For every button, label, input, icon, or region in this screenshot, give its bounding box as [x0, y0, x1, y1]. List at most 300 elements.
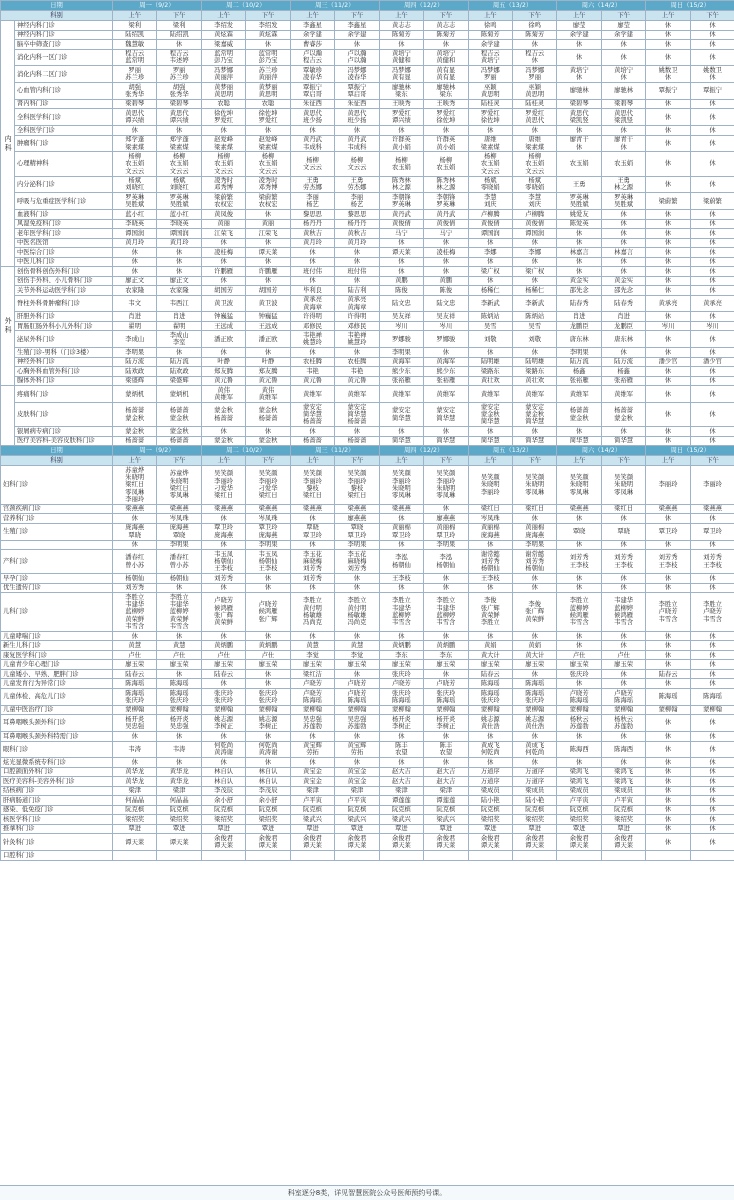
doctor-cell: 黎思思: [335, 210, 379, 220]
doctor-cell: 江荣飞: [246, 229, 290, 239]
department-name: 内分泌科门诊: [15, 176, 113, 193]
department-name: 儿童青少年心理门诊: [1, 660, 113, 670]
doctor-cell: 张庆玲 陈海瑶: [424, 688, 468, 705]
doctor-cell: 唐维 梁素煤: [468, 135, 512, 152]
department-name: 优生遗传门诊: [1, 583, 113, 593]
doctor-cell: [601, 851, 645, 861]
doctor-cell: 黄成飞 何乾尚: [513, 741, 557, 758]
pm-header: 下午: [424, 11, 468, 21]
doctor-cell: 卢晓芳 陈海瑶: [601, 688, 645, 705]
doctor-cell: 杨柳 农玉娟: [424, 152, 468, 176]
schedule-row: [1, 276, 734, 286]
doctor-cell: 阮克槟: [246, 805, 290, 815]
doctor-cell: 农聪: [246, 99, 290, 109]
doctor-cell: 梁碧琴: [601, 99, 645, 109]
doctor-cell: 休: [424, 126, 468, 136]
doctor-cell: 卢仕: [601, 650, 645, 660]
doctor-cell: 黄承亮: [690, 295, 734, 312]
schedule-row: [1, 851, 734, 861]
doctor-cell: 休: [601, 669, 645, 679]
day-header: 周三（11/2）: [290, 1, 379, 11]
doctor-cell: 郑学蓬 梁素煤: [157, 135, 201, 152]
doctor-cell: 肖进: [557, 312, 601, 322]
doctor-cell: 休: [690, 574, 734, 584]
department-name: 针灸科门诊: [1, 834, 113, 851]
doctor-cell: 何乾尚 黄涛谢: [201, 741, 245, 758]
doctor-cell: 杨柳 文云云: [290, 152, 334, 176]
doctor-cell: 蒙金秋 杨蔷蔷: [246, 403, 290, 427]
doctor-cell: 梁燕燕: [157, 504, 201, 514]
schedule-row: [1, 257, 734, 267]
day-header: 周六（14/2）: [557, 1, 646, 11]
doctor-cell: 休: [513, 631, 557, 641]
doctor-cell: 农桂腾: [290, 357, 334, 367]
doctor-cell: 黄金实: [557, 276, 601, 286]
doctor-cell: 廖驰林: [601, 83, 645, 100]
doctor-cell: 休: [646, 824, 690, 834]
doctor-cell: 黄志志: [424, 21, 468, 31]
schedule-row: [1, 593, 734, 632]
schedule-row: [1, 40, 734, 50]
doctor-cell: 韦涛: [157, 741, 201, 758]
doctor-cell: 梁碧琴: [557, 99, 601, 109]
doctor-cell: 黄维军: [557, 386, 601, 403]
doctor-cell: 农聪: [201, 99, 245, 109]
doctor-cell: 杨柳 农玉娟 文云云: [246, 152, 290, 176]
doctor-cell: 休: [246, 631, 290, 641]
doctor-cell: 刘芳秀 王李枝: [601, 550, 645, 574]
doctor-cell: 王勇 劳杰娜: [335, 176, 379, 193]
doctor-cell: 休: [468, 427, 512, 437]
doctor-cell: 黄月玲: [113, 238, 157, 248]
doctor-cell: 李胜立 韦建华 蓝柳婷 黄荣鲜 韦雪含: [113, 593, 157, 632]
doctor-cell: 黄有显 黄有显: [424, 66, 468, 83]
doctor-cell: 罗爱红 徐佐坤: [468, 109, 512, 126]
doctor-cell: 梁燕燕: [379, 504, 423, 514]
schedule-row: [1, 238, 734, 248]
doctor-cell: 马宁: [379, 229, 423, 239]
department-name: 肝病肠道门诊: [1, 796, 113, 806]
doctor-cell: 休: [646, 631, 690, 641]
doctor-cell: 黄维军: [468, 386, 512, 403]
doctor-cell: 吴笑颜 朱晓明 零凤琳: [601, 466, 645, 505]
doctor-cell: 凌秀时 邓秀博: [246, 176, 290, 193]
doctor-cell: 谢常懿 刘芳秀 杨朝仙: [468, 550, 512, 574]
doctor-cell: 黄维军: [290, 386, 334, 403]
doctor-cell: 卢仕: [157, 650, 201, 660]
doctor-cell: 休: [646, 126, 690, 136]
doctor-cell: 余小舒: [201, 796, 245, 806]
doctor-cell: 简华慧: [424, 436, 468, 446]
doctor-cell: 黄华龙: [157, 767, 201, 777]
department-name: 心理精神科: [15, 152, 113, 176]
doctor-cell: 张庆玲 陈海瑶: [379, 688, 423, 705]
doctor-cell: 休: [601, 238, 645, 248]
doctor-cell: 休: [424, 267, 468, 277]
corner-date: 日期: [1, 446, 113, 456]
am-header: 上午: [646, 11, 690, 21]
doctor-cell: 黄思代 班少扬: [335, 109, 379, 126]
doctor-cell: 休: [557, 631, 601, 641]
doctor-cell: 休: [690, 679, 734, 689]
doctor-cell: 休: [201, 583, 245, 593]
pm-header: 下午: [424, 456, 468, 466]
doctor-cell: 覃进: [379, 824, 423, 834]
doctor-cell: 休: [690, 312, 734, 322]
doctor-cell: 蒙安定 简华慧 杨蔷蔷: [290, 403, 334, 427]
department-name: 医疗美容科-美容皮肤科门诊: [15, 436, 113, 446]
schedule-row: [1, 436, 734, 446]
doctor-cell: 黄娟: [513, 641, 557, 651]
doctor-cell: [290, 851, 334, 861]
doctor-cell: 龙鹏臣: [601, 321, 645, 331]
department-name: 口腔科门诊: [1, 851, 113, 861]
doctor-cell: 阮克槟: [335, 805, 379, 815]
doctor-cell: 休: [290, 427, 334, 437]
doctor-cell: 杨蔷蔷: [290, 436, 334, 446]
day-header: 周一（9/2）: [113, 446, 202, 456]
doctor-cell: 覃卫玲 庞海燕: [201, 523, 245, 540]
am-header: 上午: [113, 456, 157, 466]
department-name: 中医综合门诊: [15, 248, 113, 258]
doctor-cell: 休: [646, 834, 690, 851]
doctor-cell: 蒙柳翰: [335, 705, 379, 715]
department-name: 胃肠肛肠外科小儿外科门诊: [15, 321, 113, 331]
doctor-cell: 梁燕燕: [557, 504, 601, 514]
department-name: 泌尿外科门诊: [15, 331, 113, 348]
doctor-cell: 休: [201, 348, 245, 358]
doctor-cell: 休: [646, 815, 690, 825]
doctor-cell: 罗丽 苏兰珍: [157, 66, 201, 83]
doctor-cell: 休: [690, 834, 734, 851]
doctor-cell: 休: [246, 669, 290, 679]
doctor-cell: 休: [379, 126, 423, 136]
doctor-cell: 休: [557, 238, 601, 248]
doctor-cell: 休: [335, 631, 379, 641]
doctor-cell: 休: [646, 777, 690, 787]
doctor-cell: 陈海瑶: [113, 679, 157, 689]
schedule-row: [1, 219, 734, 229]
doctor-cell: 休: [601, 427, 645, 437]
doctor-cell: 休: [601, 348, 645, 358]
schedule-row: [1, 824, 734, 834]
department-name: 核医学科门诊: [1, 815, 113, 825]
footer-note: 科室逐分8类，详见智慧医院公众号医师预约号课。: [0, 1185, 734, 1200]
doctor-cell: 罗爱红 徐佐坤: [424, 109, 468, 126]
doctor-cell: 休: [379, 540, 423, 550]
department-name: 营养科门诊: [1, 514, 113, 524]
doctor-cell: 休: [601, 210, 645, 220]
doctor-cell: 姚志源 黄仕浩: [468, 715, 512, 732]
doctor-cell: 黄月玲: [157, 238, 201, 248]
doctor-cell: 魏慧敏: [113, 40, 157, 50]
doctor-cell: 蒙柳翰: [379, 705, 423, 715]
doctor-cell: 休: [157, 348, 201, 358]
doctor-cell: 黄慧: [113, 641, 157, 651]
doctor-cell: 张裕雁: [379, 376, 423, 386]
doctor-cell: 陈爱英: [557, 219, 601, 229]
doctor-cell: 赵爱峰 梁素煤: [201, 135, 245, 152]
doctor-cell: 梁成员: [513, 786, 557, 796]
doctor-cell: 休: [690, 49, 734, 66]
doctor-cell: 蒙金秋: [201, 436, 245, 446]
doctor-cell: 王李枝: [379, 574, 423, 584]
doctor-cell: 休: [246, 679, 290, 689]
schedule-row: [1, 193, 734, 210]
doctor-cell: 梁广权: [468, 267, 512, 277]
doctor-cell: 休: [424, 40, 468, 50]
doctor-cell: 廖燕燕: [335, 514, 379, 524]
doctor-cell: 李新武: [468, 295, 512, 312]
department-name: 心血管内科门诊: [15, 83, 113, 100]
doctor-cell: 休: [246, 732, 290, 742]
doctor-cell: 黄秋吉: [335, 229, 379, 239]
doctor-cell: 休: [290, 540, 334, 550]
doctor-cell: 休: [601, 229, 645, 239]
doctor-cell: 黄卫波: [201, 295, 245, 312]
doctor-cell: 韦西江: [157, 295, 201, 312]
doctor-cell: 休: [113, 732, 157, 742]
doctor-cell: 张庆玲 张庆玲: [246, 688, 290, 705]
doctor-cell: 黄俊倩: [379, 219, 423, 229]
doctor-cell: 梁鸿飞: [557, 777, 601, 787]
doctor-cell: 吴笑颜 朱晓明 李丽玲: [468, 466, 512, 505]
doctor-cell: 余俊君 谭天莱: [246, 834, 290, 851]
doctor-cell: 李胜立 韦建华 蓝柳婷 韦雪含: [424, 593, 468, 632]
doctor-cell: 江荣飞: [201, 229, 245, 239]
doctor-cell: 张庆玲: [557, 669, 601, 679]
doctor-cell: 蓝小红: [113, 210, 157, 220]
doctor-cell: 唐维 梁素煤: [513, 135, 557, 152]
department-name: 创伤骨科创伤外科门诊: [15, 267, 113, 277]
schedule-row: [1, 504, 734, 514]
doctor-cell: 岑川: [646, 321, 690, 331]
doctor-cell: 余俊君 谭天莱: [557, 834, 601, 851]
doctor-cell: 廖正文: [113, 276, 157, 286]
doctor-cell: 韦涛: [113, 741, 157, 758]
doctor-cell: 休: [290, 248, 334, 258]
doctor-cell: 休: [468, 583, 512, 593]
doctor-cell: 陈海瑶 张庆玲: [513, 688, 557, 705]
doctor-cell: 陈海瑶: [157, 679, 201, 689]
doctor-cell: 陆春云: [468, 669, 512, 679]
doctor-cell: 休: [646, 715, 690, 732]
doctor-cell: 休: [290, 257, 334, 267]
doctor-cell: 廖驰林 梁东: [424, 83, 468, 100]
doctor-cell: 休: [424, 504, 468, 514]
category-label: 内科: [1, 21, 15, 267]
doctor-cell: 黄丽棉 覃卫玲: [424, 523, 468, 540]
doctor-cell: 李丽玲: [690, 466, 734, 505]
doctor-cell: 陆桂灵: [513, 99, 557, 109]
doctor-cell: 吴笑颜 李丽玲 朱晓明 零凤琳: [424, 466, 468, 505]
doctor-cell: 李东: [424, 650, 468, 660]
doctor-cell: 谭天莱: [157, 834, 201, 851]
doctor-cell: 叶静: [201, 357, 245, 367]
doctor-cell: 卢晓芳: [290, 679, 334, 689]
doctor-cell: 黄宝金: [290, 767, 334, 777]
doctor-cell: 覃进: [468, 824, 512, 834]
doctor-cell: 休: [646, 436, 690, 446]
doctor-cell: 杨斌 零晓娟: [468, 176, 512, 193]
doctor-cell: 岑凤珠: [246, 514, 290, 524]
doctor-cell: 梁路东: [468, 367, 512, 377]
doctor-cell: 杨开炎 吴忠强: [113, 715, 157, 732]
doctor-cell: 休: [201, 238, 245, 248]
department-name: 神经内科门诊: [15, 21, 113, 31]
doctor-cell: 休: [690, 219, 734, 229]
department-name: 宫颈疾病门诊: [1, 504, 113, 514]
doctor-cell: 休: [690, 758, 734, 768]
doctor-cell: 李明果: [113, 348, 157, 358]
doctor-cell: 邓修民: [290, 321, 334, 331]
doctor-cell: 冯梦娜 罗丽: [468, 66, 512, 83]
doctor-cell: 休: [646, 49, 690, 66]
doctor-cell: 梁燕燕: [290, 504, 334, 514]
doctor-cell: 杨柳 农玉娟 文云云: [113, 152, 157, 176]
doctor-cell: 梁绍奖: [157, 815, 201, 825]
department-name: 生殖门诊-男科（门诊3楼）: [15, 348, 113, 358]
doctor-cell: 杨蔷蔷 蒙金秋: [113, 403, 157, 427]
doctor-cell: 杨开炎 李树正: [424, 715, 468, 732]
doctor-cell: 蒙柳翰: [424, 705, 468, 715]
doctor-cell: 陈海西: [601, 741, 645, 758]
doctor-cell: 休: [157, 257, 201, 267]
schedule-row: [1, 135, 734, 152]
doctor-cell: 休: [557, 758, 601, 768]
doctor-cell: 黄鹏: [424, 276, 468, 286]
doctor-cell: 休: [690, 126, 734, 136]
doctor-cell: 休: [690, 805, 734, 815]
doctor-cell: 梁津: [113, 786, 157, 796]
doctor-cell: 李泓 杨朝仙: [424, 550, 468, 574]
doctor-cell: 梁盛辉: [113, 376, 157, 386]
doctor-cell: 刘芳秀: [290, 574, 334, 584]
doctor-cell: 休: [557, 514, 601, 524]
doctor-cell: 余学建: [290, 30, 334, 40]
doctor-cell: 廖玉荣: [113, 660, 157, 670]
doctor-cell: 卢晓芳: [379, 679, 423, 689]
doctor-cell: 李胜立 韦建华 蓝柳婷 黄荣鲜 韦雪含: [157, 593, 201, 632]
doctor-cell: 休: [646, 248, 690, 258]
pm-header: 下午: [157, 456, 201, 466]
doctor-cell: 休: [113, 758, 157, 768]
doctor-cell: 休: [601, 126, 645, 136]
doctor-cell: 梁绍奖: [201, 815, 245, 825]
doctor-cell: 休: [335, 348, 379, 358]
doctor-cell: 梁利: [113, 21, 157, 31]
doctor-cell: 休: [468, 257, 512, 267]
doctor-cell: 万道序: [468, 767, 512, 777]
doctor-cell: 休: [601, 267, 645, 277]
am-header: 上午: [557, 11, 601, 21]
doctor-cell: 休: [513, 348, 557, 358]
doctor-cell: 李俊 张广辉 黄荣鲜 李胜立: [468, 593, 512, 632]
doctor-cell: 余学建: [468, 40, 512, 50]
doctor-cell: 胡强 张秀华: [113, 83, 157, 100]
doctor-cell: 陆吉利: [335, 286, 379, 296]
doctor-cell: 杨开炎 李树正: [379, 715, 423, 732]
doctor-cell: 陈秀林 林之源: [379, 176, 423, 193]
doctor-cell: 黄大计: [513, 650, 557, 660]
doctor-cell: 休: [557, 427, 601, 437]
doctor-cell: 吴友祥: [424, 312, 468, 322]
doctor-cell: 休: [690, 660, 734, 670]
doctor-cell: 姚志源 李树正: [201, 715, 245, 732]
doctor-cell: 黄丹武 韦成科: [335, 135, 379, 152]
am-header: 上午: [379, 456, 423, 466]
doctor-cell: 李娜: [513, 248, 557, 258]
day-header: 周日（15/2）: [646, 1, 734, 11]
doctor-cell: 余学建: [557, 30, 601, 40]
doctor-cell: 陈菊芳: [379, 30, 423, 40]
doctor-cell: 黄宝金: [290, 777, 334, 787]
department-name: 产科门诊: [1, 550, 113, 574]
doctor-cell: 休: [379, 583, 423, 593]
doctor-cell: 杨蔷蔷: [113, 436, 157, 446]
doctor-cell: 卢平寅: [601, 796, 645, 806]
doctor-cell: 李玉花 麻晓梅 刘芳秀: [290, 550, 334, 574]
doctor-cell: 黄丽棉 覃卫玲: [379, 523, 423, 540]
pm-header: 下午: [601, 11, 645, 21]
doctor-cell: 李晓英: [113, 219, 157, 229]
doctor-cell: 休: [246, 210, 290, 220]
doctor-cell: 郑友腾: [201, 367, 245, 377]
day-header: 周一（9/2）: [113, 1, 202, 11]
doctor-cell: 韦建华 蓝柳婷 候鸿雁 韦雪含: [601, 593, 645, 632]
doctor-cell: 杨柳 农玉娟 文云云: [513, 152, 557, 176]
doctor-cell: 蒙柳翰: [646, 705, 690, 715]
doctor-cell: 卢仕: [113, 650, 157, 660]
doctor-cell: 休: [468, 758, 512, 768]
doctor-cell: 阮克槟: [201, 805, 245, 815]
doctor-cell: 农玉娟: [601, 152, 645, 176]
doctor-cell: 刘敬: [513, 331, 557, 348]
doctor-cell: 休: [335, 758, 379, 768]
doctor-cell: 李慧 刘庆: [513, 193, 557, 210]
doctor-cell: 李明果: [157, 540, 201, 550]
doctor-cell: 陆万流: [113, 357, 157, 367]
doctor-cell: 休: [690, 376, 734, 386]
schedule-row: [1, 786, 734, 796]
doctor-cell: 黄慧: [157, 641, 201, 651]
doctor-cell: 吴笑颜 李丽玲 黎枝 梁红日: [290, 466, 334, 505]
doctor-cell: 杨蔷蔷 蒙金秋: [601, 403, 645, 427]
doctor-cell: 休: [646, 267, 690, 277]
doctor-cell: 黄宝金: [335, 767, 379, 777]
doctor-cell: 梁津: [424, 786, 468, 796]
doctor-cell: 韦文: [113, 295, 157, 312]
doctor-cell: 徐佐坤 罗爱红: [201, 109, 245, 126]
doctor-cell: 休: [557, 583, 601, 593]
doctor-cell: 休: [690, 176, 734, 193]
doctor-cell: 休: [246, 257, 290, 267]
doctor-cell: 黄大计: [468, 650, 512, 660]
doctor-cell: 潘少官: [690, 357, 734, 367]
doctor-cell: 万道序: [513, 767, 557, 777]
doctor-cell: 休: [468, 348, 512, 358]
doctor-cell: 休: [513, 257, 557, 267]
doctor-cell: 李明果: [246, 540, 290, 550]
doctor-cell: 蒙安定 简华慧: [424, 403, 468, 427]
doctor-cell: 黎思思: [290, 210, 334, 220]
doctor-cell: 休: [424, 348, 468, 358]
doctor-cell: 覃进: [290, 824, 334, 834]
doctor-cell: 唐东林: [601, 331, 645, 348]
doctor-cell: 韦艳: [290, 367, 334, 377]
doctor-cell: 休: [601, 641, 645, 651]
doctor-cell: 梁津: [335, 786, 379, 796]
